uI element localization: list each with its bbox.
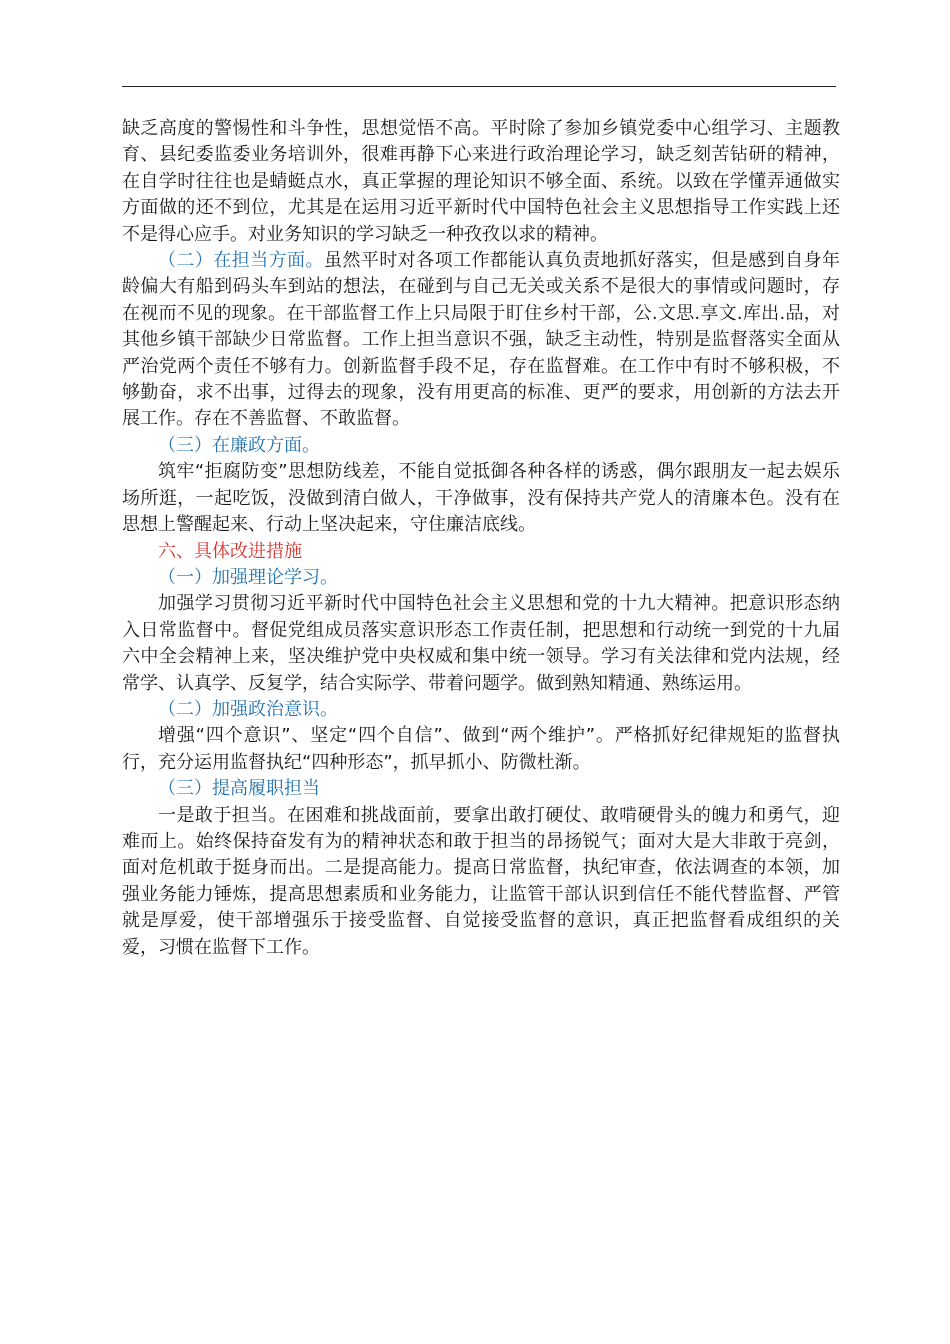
document-body (122, 116, 840, 961)
measure-heading-political: （二）加强政治意识。 (158, 698, 338, 720)
chapter-heading-improvements: 六、具体改进措施 (158, 540, 302, 562)
measure-body-theory: 加强学习贯彻习近平新时代中国特色社会主义思想和党的十九大精神。把意识形态纳入日常监督中。督促党组成员落实意识形态工作责任制，把思想和行动统一到党的十九届六中全会精神上来，坚决维护党中央权威和集中统一领导。学习有关法律和党内法规，经常学、认真学、反复学，结合实际学、带着问题学。做到熟知精通、熟练运用。 (122, 593, 840, 694)
measure-body-duty: 一是敢于担当。在困难和挑战面前，要拿出敢打硬仗、敢啃硬骨头的魄力和勇气，迎难而上。始终保持奋发有为的精神状态和敢于担当的昂扬锐气；面对大是大非敢于亮剑，面对危机敢于挺身而出。二是提高能力。提高日常监督，执纪审查，依法调查的本领，加强业务能力锤炼，提高思想素质和业务能力，让监管干部认识到信任不能代替监督、严管就是厚爱，使干部增强乐于接受监督、自觉接受监督的意识，真正把监督看成组织的关爱，习惯在监督下工作。 (122, 804, 840, 958)
paragraph-study-continuation: 缺乏高度的警惕性和斗争性，思想觉悟不高。平时除了参加乡镇党委中心组学习、主题教育、县纪委监委业务培训外，很难再静下心来进行政治理论学习，缺乏刻苦钻研的精神，在自学时往往也是蜻蜓点水，真正掌握的理论知识不够全面、系统。以致在学懂弄通做实方面做的还不到位，尤其是在运用习近平新时代中国特色社会主义思想指导工作实践上还不是得心应手。对业务知识的学习缺乏一种孜孜以求的精神。 (122, 118, 840, 245)
measure-heading-duty: （三）提高履职担当 (158, 778, 320, 800)
section-heading-responsibility: （二）在担当方面。 (158, 250, 324, 272)
section-body-integrity: 筑牢“拒腐防变”思想防线差，不能自觉抵御各种各样的诱惑，偶尔跟朋友一起去娱乐场所逛，一起吃饭，没做到清白做人，干净做事，没有保持共产党人的清廉本色。没有在思想上警醒起来、行动上坚决起来，守住廉洁底线。 (122, 461, 840, 536)
header-rule (122, 86, 836, 87)
section-heading-integrity: （三）在廉政方面。 (158, 434, 320, 456)
measure-body-political: 增强“四个意识”、坚定“四个自信”、做到“两个维护”。严格抓好纪律规矩的监督执行，充分运用监督执纪“四种形态”，抓早抓小、防微杜渐。 (122, 725, 840, 773)
paragraph-responsibility (122, 248, 840, 433)
section-body-responsibility: 虽然平时对各项工作都能认真负责地抓好落实，但是感到自身年龄偏大有船到码头车到站的想法，在碰到与自己无关或关系不是很大的事情或问题时，存在视而不见的现象。在干部监督工作上只局限于盯住乡村干部，公.文思.享文.库出.品，对其他乡镇干部缺少日常监督。工作上担当意识不强，缺乏主动性，特别是监督落实全面从严治党两个责任不够有力。创新监督手段不足，存在监督难。在工作中有时不够积极，不够勤奋，求不出事，过得去的现象，没有用更高的标准、更严的要求，用创新的方法去开展工作。存在不善监督、不敢监督。 (122, 250, 840, 430)
measure-heading-theory: （一）加强理论学习。 (158, 566, 338, 588)
